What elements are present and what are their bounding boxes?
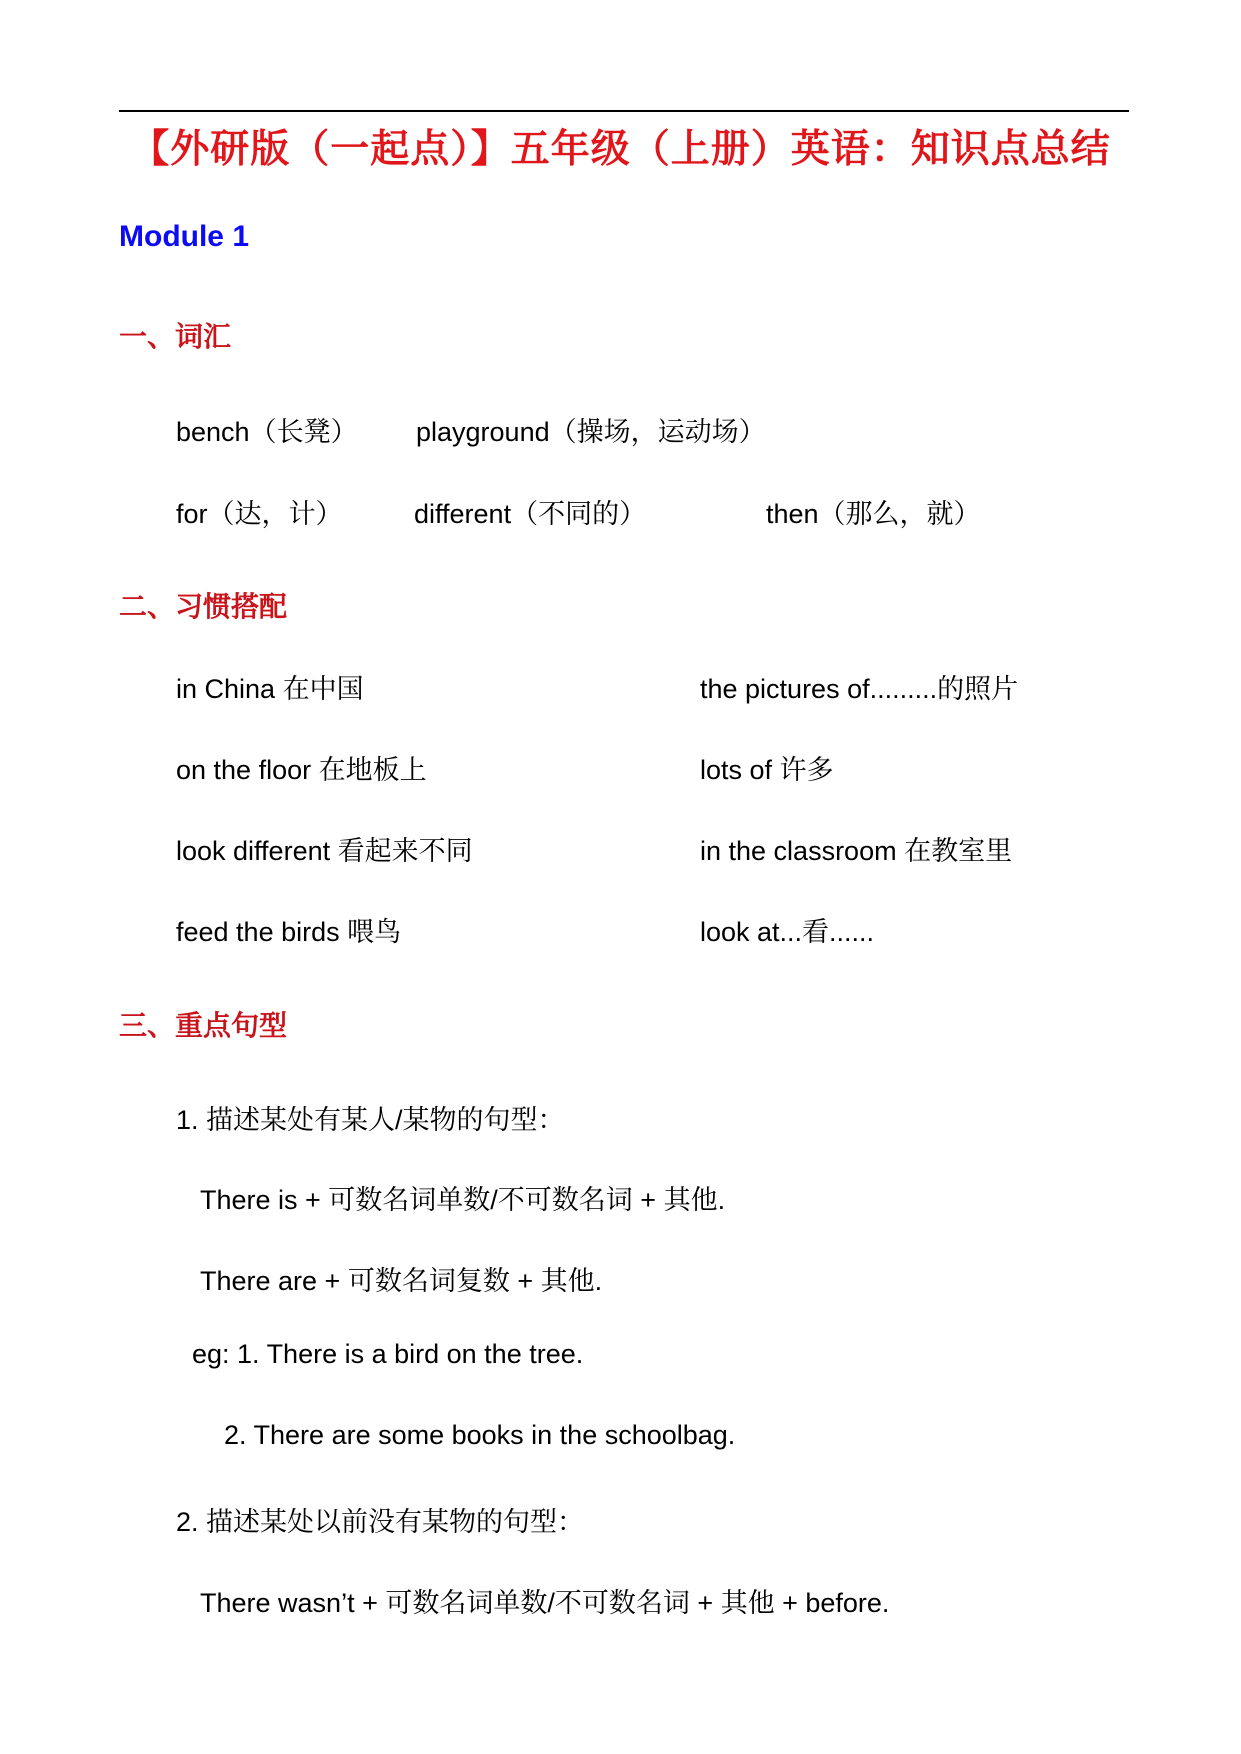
pattern-formula: There are + 可数名词复数 + 其他. bbox=[200, 1266, 603, 1296]
vocab-item: different（不同的） bbox=[414, 499, 647, 529]
phrase-item: in the classroom 在教室里 bbox=[700, 836, 1013, 866]
header-rule bbox=[119, 110, 1129, 112]
vocab-item: then（那么，就） bbox=[766, 499, 981, 529]
section-heading-sentence-patterns: 三、重点句型 bbox=[119, 1009, 288, 1042]
vocab-item: bench（长凳） bbox=[176, 417, 358, 447]
phrase-item: the pictures of.........的照片 bbox=[700, 674, 1019, 704]
document-title: 【外研版（一起点）】五年级（上册）英语：知识点总结 bbox=[130, 126, 1111, 172]
vocab-item: playground（操场，运动场） bbox=[416, 417, 766, 447]
phrase-item: look different 看起来不同 bbox=[176, 836, 473, 866]
vocab-item: for（达，计） bbox=[176, 499, 343, 529]
phrase-item: feed the birds 喂鸟 bbox=[176, 917, 402, 947]
pattern-example: 2. There are some books in the schoolbag. bbox=[224, 1420, 736, 1450]
pattern-point-2: 2. 描述某处以前没有某物的句型： bbox=[176, 1507, 585, 1537]
phrase-item: look at...看...... bbox=[700, 917, 875, 947]
pattern-formula: There wasn’t + 可数名词单数/不可数名词 + 其他 + before. bbox=[200, 1588, 890, 1618]
phrase-item: on the floor 在地板上 bbox=[176, 755, 427, 785]
pattern-point-1: 1. 描述某处有某人/某物的句型： bbox=[176, 1105, 565, 1135]
module-heading: Module 1 bbox=[119, 220, 250, 253]
section-heading-vocabulary: 一、词汇 bbox=[119, 320, 232, 353]
phrase-item: in China 在中国 bbox=[176, 674, 364, 704]
section-heading-collocations: 二、习惯搭配 bbox=[119, 590, 288, 623]
pattern-example: eg: 1. There is a bird on the tree. bbox=[192, 1339, 584, 1369]
pattern-formula: There is + 可数名词单数/不可数名词 + 其他. bbox=[200, 1185, 726, 1215]
phrase-item: lots of 许多 bbox=[700, 755, 834, 785]
